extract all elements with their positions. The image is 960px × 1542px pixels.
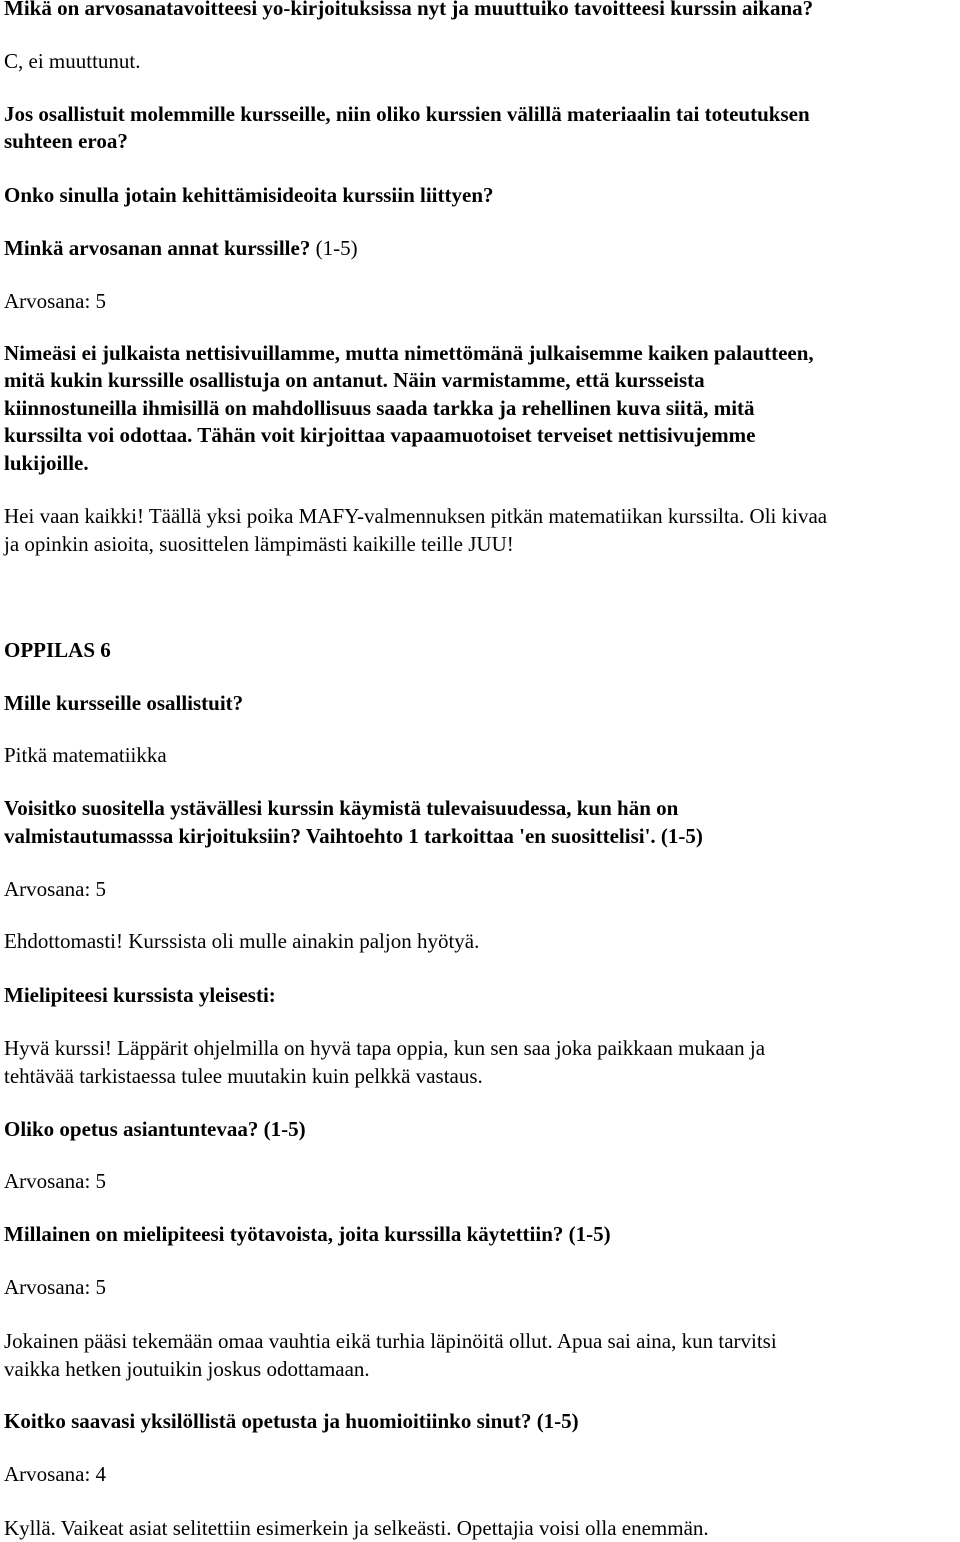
answer-recommend-grade: Arvosana: 5 — [4, 877, 107, 901]
question-individual: Koitko saavasi yksilöllistä opetusta ja huomioitiinko sinut? (1-5) — [4, 1409, 579, 1433]
student-heading: OPPILAS 6 — [4, 638, 111, 662]
name-notice-line-4: kurssilta voi odottaa. Tähän voit kirjoittaa vapaamuotoiset terveiset nettisivujemme — [4, 423, 756, 447]
name-notice-line-1: Nimeäsi ei julkaista nettisivuillamme, mutta nimettömänä julkaisemme kaiken palautteen, — [4, 341, 814, 365]
question-courses: Mille kursseille osallistuit? — [4, 691, 244, 715]
answer-greetings-line-1: Hei vaan kaikki! Täällä yksi poika MAFY-valmennuksen pitkän matematiikan kurssilta. Oli kivaa — [4, 504, 828, 528]
question-course-grade-scale: (1-5) — [310, 236, 358, 260]
question-development-ideas: Onko sinulla jotain kehittämisideoita kurssiin liittyen? — [4, 183, 494, 207]
question-both-courses-line-1: Jos osallistuit molemmille kursseille, niin oliko kurssien välillä materiaalin tai toteutuksen — [4, 102, 810, 126]
name-notice-line-5: lukijoille. — [4, 451, 89, 475]
question-recommend-line-2: valmistautumasssa kirjoituksiin? Vaihtoehto 1 tarkoittaa 'en suosittelisi'. (1-5) — [4, 824, 703, 848]
answer-course-grade: Arvosana: 5 — [4, 289, 107, 313]
answer-methods-line-2: vaikka hetken joutuikin joskus odottamaan. — [4, 1357, 370, 1381]
answer-methods-line-1: Jokainen pääsi tekemään omaa vauhtia eikä turhia läpinöitä ollut. Apua sai aina, kun tarvitsi — [4, 1329, 777, 1353]
name-notice-line-2: mitä kukin kurssille osallistuja on antanut. Näin varmistamme, että kursseista — [4, 368, 705, 392]
answer-grade-goal: C, ei muuttunut. — [4, 49, 141, 73]
question-grade-goal: Mikä on arvosanatavoitteesi yo-kirjoituksissa nyt ja muuttuiko tavoitteesi kurssin aikana? — [4, 0, 814, 20]
answer-individual-text: Kyllä. Vaikeat asiat selitettiin esimerkein ja selkeästi. Opettajia voisi olla enemmän. — [4, 1516, 709, 1540]
answer-opinion-line-1: Hyvä kurssi! Läppärit ohjelmilla on hyvä tapa oppia, kun sen saa joka paikkaan mukaan ja — [4, 1036, 766, 1060]
name-notice-line-3: kiinnostuneilla ihmisillä on mahdollisuus saada tarkka ja rehellinen kuva siitä, mitä — [4, 396, 755, 420]
answer-greetings-line-2: ja opinkin asioita, suosittelen lämpimästi kaikille teille JUU! — [4, 532, 514, 556]
question-expertise: Oliko opetus asiantuntevaa? (1-5) — [4, 1117, 306, 1141]
answer-courses: Pitkä matematiikka — [4, 743, 167, 767]
question-course-grade — [4, 235, 358, 261]
question-course-grade-text: Minkä arvosanan annat kurssille? — [4, 236, 311, 260]
question-opinion: Mielipiteesi kurssista yleisesti: — [4, 983, 276, 1007]
answer-individual-grade: Arvosana: 4 — [4, 1462, 107, 1486]
answer-expertise-grade: Arvosana: 5 — [4, 1169, 107, 1193]
question-both-courses-line-2: suhteen eroa? — [4, 129, 128, 153]
question-recommend-line-1: Voisitko suositella ystävällesi kurssin käymistä tulevaisuudessa, kun hän on — [4, 796, 679, 820]
answer-recommend-text: Ehdottomasti! Kurssista oli mulle ainakin paljon hyötyä. — [4, 929, 480, 953]
question-methods: Millainen on mielipiteesi työtavoista, joita kurssilla käytettiin? (1-5) — [4, 1222, 611, 1246]
answer-methods-grade: Arvosana: 5 — [4, 1275, 107, 1299]
answer-opinion-line-2: tehtävää tarkistaessa tulee muutakin kuin pelkkä vastaus. — [4, 1064, 483, 1088]
